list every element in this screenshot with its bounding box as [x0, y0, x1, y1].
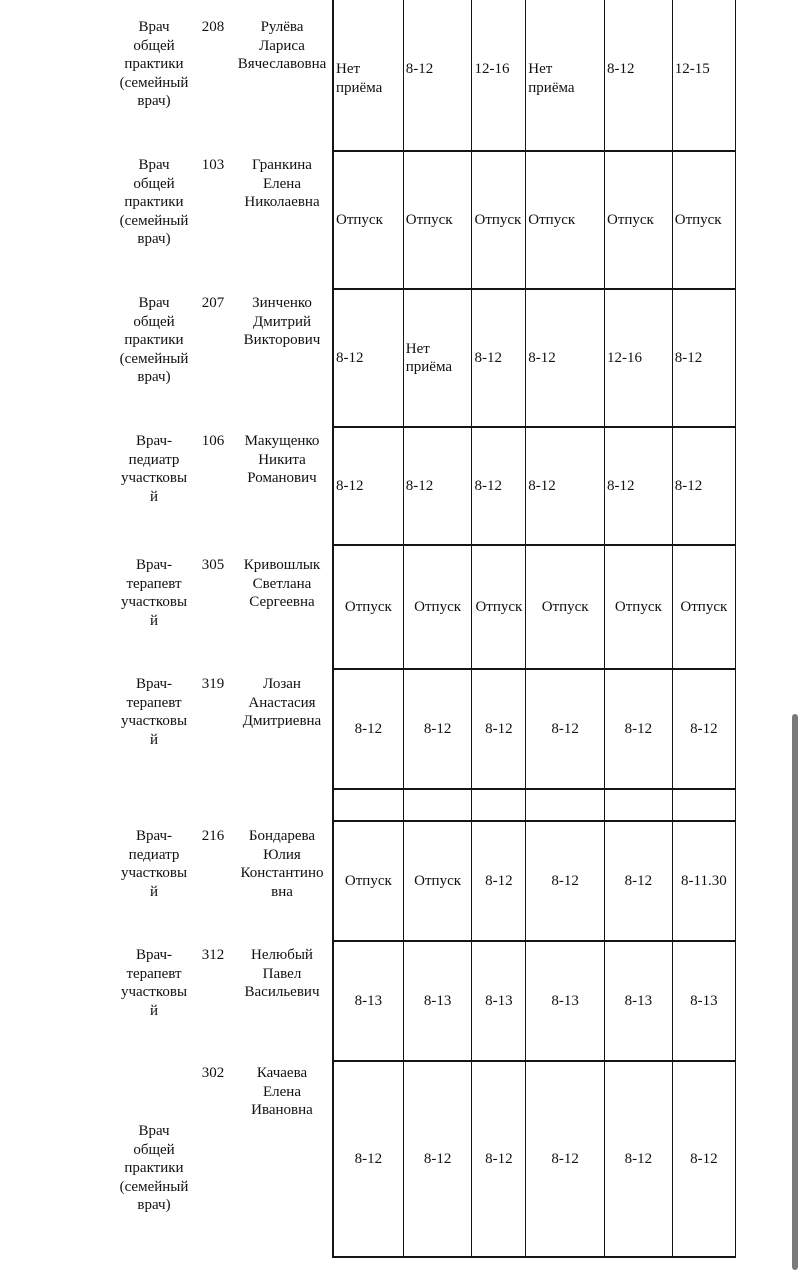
- schedule-row: [332, 546, 736, 670]
- room-number: 302: [201, 1065, 225, 1081]
- schedule-cell: 8-12: [472, 1062, 526, 1256]
- schedule-cell: Отпуск: [526, 152, 605, 288]
- room-number: 216: [201, 828, 225, 844]
- room-number: 312: [201, 947, 225, 963]
- schedule-cell: 8-13: [690, 992, 718, 1009]
- schedule-cell: Отпуск: [404, 546, 473, 668]
- schedule-cell: 8-13: [605, 942, 673, 1060]
- doctor-name: Кривошлык Светлана Сергеевна: [243, 557, 321, 610]
- doctor-specialty: Врач- терапевт участковы й: [120, 676, 188, 748]
- doctor-specialty: Врач- терапевт участковы й: [120, 947, 188, 1019]
- doctor-name: Лозан Анастасия Дмитриевна: [242, 676, 322, 729]
- schedule-cell: Отпуск: [674, 211, 722, 228]
- schedule-cell: 8-12: [690, 720, 718, 737]
- schedule-cell: Отпуск: [334, 822, 404, 940]
- schedule-cell: 8-12: [334, 1062, 404, 1256]
- schedule-cell: 8-12: [334, 670, 404, 788]
- schedule-row: [332, 942, 736, 1062]
- schedule-cell: 8-12: [472, 670, 526, 788]
- schedule-cell: Отпуск: [605, 152, 673, 288]
- schedule-row: [332, 152, 736, 290]
- doctor-name: Нелюбый Павел Васильевич: [244, 947, 320, 1000]
- doctor-specialty: Врач- терапевт участковы й: [120, 557, 188, 629]
- room-number: 319: [201, 676, 225, 692]
- schedule-cell: 12-16: [472, 14, 526, 150]
- schedule-cell: 8-13: [404, 942, 473, 1060]
- schedule-cell: Отпуск: [334, 546, 404, 668]
- schedule-cell: Нет приёма: [404, 290, 473, 426]
- empty-cell: [605, 790, 673, 820]
- schedule-cell: 8-12: [605, 428, 673, 544]
- schedule-cell: 8-12: [334, 290, 404, 426]
- schedule-cell: 8-12: [674, 477, 703, 494]
- schedule-cell: 8-12: [472, 290, 526, 426]
- empty-cell: [334, 790, 404, 820]
- schedule-cell: Отпуск: [680, 598, 728, 615]
- schedule-cell: 8-13: [526, 942, 605, 1060]
- schedule-cell: 8-12: [526, 1062, 605, 1256]
- schedule-cell: Отпуск: [404, 152, 473, 288]
- schedule-cell: Отпуск: [404, 822, 473, 940]
- schedule-row: [332, 822, 736, 942]
- room-number: 106: [201, 433, 225, 449]
- room-number: 103: [201, 157, 225, 173]
- doctor-name: Качаева Елена Ивановна: [251, 1065, 313, 1118]
- schedule-cell: 8-12: [404, 670, 473, 788]
- schedule-cell: 8-12: [472, 428, 526, 544]
- doctor-specialty: Врач общей практики (семейный врач): [119, 19, 189, 109]
- schedule-cell: 8-12: [605, 822, 673, 940]
- schedule-row: [332, 670, 736, 790]
- table-top-strip: [332, 0, 736, 14]
- room-number: 305: [201, 557, 225, 573]
- doctor-specialty: Врач- педиатр участковы й: [120, 433, 188, 505]
- doctor-name: Гранкина Елена Николаевна: [244, 157, 320, 210]
- doctor-specialty: Врач- педиатр участковы й: [120, 828, 188, 900]
- schedule-cell: 12-15: [674, 61, 710, 77]
- schedule-cell: 8-12: [472, 822, 526, 940]
- schedule-cell: Нет приёма: [526, 14, 605, 150]
- schedule-cell: Нет приёма: [334, 14, 404, 150]
- schedule-cell: 8-12: [526, 290, 605, 426]
- scrollbar[interactable]: [792, 714, 798, 1270]
- doctor-specialty: Врач общей практики (семейный врач): [119, 157, 189, 247]
- schedule-row: [332, 14, 736, 152]
- schedule-cell: Отпуск: [334, 152, 404, 288]
- room-number: 207: [201, 295, 225, 311]
- schedule-cell: 8-13: [472, 942, 526, 1060]
- schedule-cell: Отпуск: [472, 152, 526, 288]
- schedule-cell: 8-12: [526, 822, 605, 940]
- doctor-name: Зинченко Дмитрий Викторович: [243, 295, 321, 348]
- schedule-cell: 8-12: [526, 428, 605, 544]
- empty-cell: [472, 790, 526, 820]
- doctor-name: Бондарева Юлия Константино вна: [240, 828, 324, 900]
- empty-cell: [404, 790, 473, 820]
- schedule-cell: 8-12: [690, 1150, 718, 1167]
- schedule-cell: 8-12: [334, 428, 404, 544]
- schedule-cell: Отпуск: [605, 546, 673, 668]
- schedule-cell: 8-12: [674, 349, 703, 366]
- empty-schedule-row: [332, 790, 736, 822]
- schedule-row: [332, 290, 736, 428]
- schedule-cell: 8-12: [404, 14, 473, 150]
- schedule-cell: 12-16: [605, 290, 673, 426]
- empty-cell: [526, 790, 605, 820]
- schedule-cell: 8-12: [605, 670, 673, 788]
- schedule-cell: Отпуск: [472, 546, 526, 668]
- doctor-specialty: Врач общей практики (семейный врач): [119, 1123, 189, 1213]
- schedule-cell: 8-12: [526, 670, 605, 788]
- doctor-name: Рулёва Лариса Вячеславовна: [237, 19, 327, 72]
- schedule-cell: 8-12: [605, 14, 673, 150]
- empty-cell: [673, 790, 735, 820]
- schedule-cell: 8-11.30: [681, 872, 727, 889]
- room-number: 208: [201, 19, 225, 35]
- doctor-specialty: Врач общей практики (семейный врач): [119, 295, 189, 385]
- doctor-name: Макущенко Никита Романович: [244, 433, 320, 486]
- schedule-row: [332, 428, 736, 546]
- schedule-cell: 8-12: [404, 1062, 473, 1256]
- schedule-cell: 8-12: [605, 1062, 673, 1256]
- schedule-cell: 8-13: [334, 942, 404, 1060]
- schedule-cell: 8-12: [404, 428, 473, 544]
- schedule-row: [332, 1062, 736, 1258]
- schedule-cell: Отпуск: [526, 546, 605, 668]
